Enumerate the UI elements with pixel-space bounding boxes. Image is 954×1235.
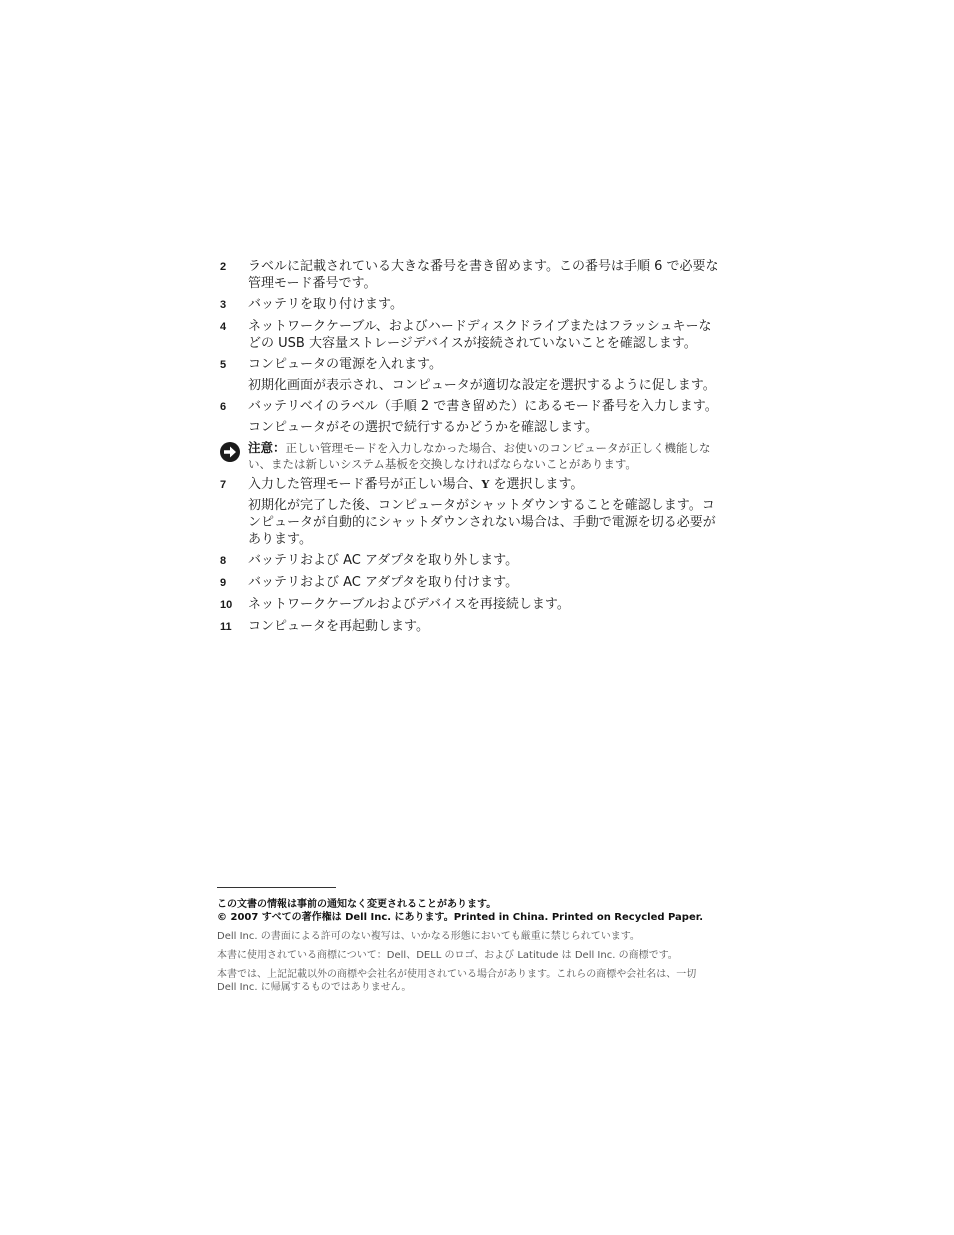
step-number: 7 — [220, 479, 227, 491]
step-subtext: 初期化が完了した後、コンピュータがシャットダウンすることを確認します。コンピュータが自動的にシャットダウンされない場合は、手動で電源を切る必要があります。 — [248, 498, 716, 547]
step-number: 5 — [220, 359, 227, 371]
step-11 — [220, 618, 720, 636]
step-number: 10 — [220, 599, 233, 611]
key-y: Y — [481, 478, 490, 491]
step-4 — [220, 318, 720, 352]
notice-text: 正しい管理モードを入力しなかった場合、お使いのコンピュータが正しく機能しない、または新しいシステム基板を交換しなければならないことがあります。 — [248, 441, 711, 471]
step-text: コンピュータを再起動します。 — [248, 619, 429, 634]
step-number: 9 — [220, 577, 227, 589]
step-subtext: コンピュータがその選択で続行するかどうかを確認します。 — [248, 420, 598, 435]
step-10 — [220, 596, 720, 614]
step-text: バッテリおよび AC アダプタを取り付けます。 — [248, 575, 519, 590]
step-subtext: 初期化画面が表示され、コンピュータが適切な設定を選択するように促します。 — [248, 378, 716, 393]
notice-label: 注意： — [248, 440, 286, 455]
footer-copy-restriction: Dell Inc. の書面による許可のない複写は、いかなる形態においても厳重に禁じられています。 — [217, 931, 640, 942]
step-8 — [220, 552, 720, 570]
step-number: 6 — [220, 401, 227, 413]
step-number: 11 — [220, 621, 232, 633]
step-5 — [220, 356, 720, 394]
step-text: コンピュータの電源を入れます。 — [248, 357, 442, 372]
step-2 — [220, 258, 720, 292]
step-text: バッテリを取り付けます。 — [248, 297, 403, 312]
step-6 — [220, 398, 720, 436]
footer-copyright: © 2007 すべての著作権は Dell Inc. にあります。Printed in China. Printed on Recycled Paper. — [217, 912, 704, 923]
step-number: 2 — [220, 261, 227, 273]
step-text: 入力した管理モード番号が正しい場合、Y を選択します。 — [248, 477, 584, 492]
step-7 — [220, 476, 720, 548]
footer-trademarks: 本書に使用されている商標について：Dell、DELL のロゴ、および Latitude は Dell Inc. の商標です。 — [217, 950, 678, 961]
notice-arrow-icon — [220, 440, 248, 462]
legal-footer — [217, 887, 717, 994]
step-9 — [220, 574, 720, 592]
step-text: ラベルに記載されている大きな番号を書き留めます。この番号は手順 6 で必要な管理モード番号です。 — [248, 259, 719, 291]
step-number: 3 — [220, 299, 227, 311]
instruction-list — [220, 258, 720, 640]
step-text: バッテリおよび AC アダプタを取り外します。 — [248, 553, 519, 568]
step-text: バッテリベイのラベル（手順 2 で書き留めた）にあるモード番号を入力します。 — [248, 399, 718, 414]
step-number: 4 — [220, 321, 227, 333]
step-3 — [220, 296, 720, 314]
footer-notice: この文書の情報は事前の通知なく変更されることがあります。 — [217, 899, 497, 910]
step-text: ネットワークケーブル、およびハードディスクドライブまたはフラッシュキーなどの USB 大容量ストレージデバイスが接続されていないことを確認します。 — [248, 319, 712, 351]
step-text: ネットワークケーブルおよびデバイスを再接続します。 — [248, 597, 570, 612]
footer-other-trademarks: 本書では、上記記載以外の商標や会社名が使用されている場合があります。これらの商標や会社名は、一切 Dell Inc. に帰属するものではありません。 — [217, 969, 697, 993]
footer-divider — [217, 887, 336, 888]
step-number: 8 — [220, 555, 227, 567]
notice-box — [220, 440, 720, 472]
